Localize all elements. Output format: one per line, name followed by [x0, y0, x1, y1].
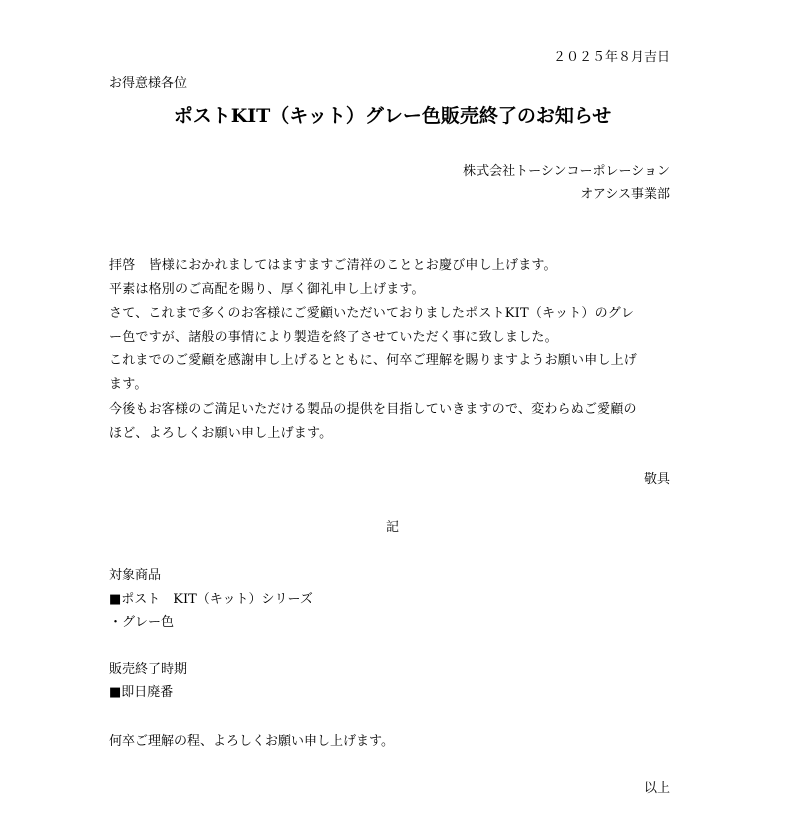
- date: ２０２５年８月吉日: [552, 50, 670, 65]
- company-name: 株式会社トーシンコーポレーション: [463, 164, 670, 179]
- body-line: さて、これまで多くのお客様にご愛顧いただいておりましたポストKIT（キット）のグレ: [109, 306, 635, 321]
- body-line: 平素は格別のご高配を賜り、厚く御礼申し上げます。: [109, 282, 425, 297]
- closing-keigu: 敬具: [643, 472, 670, 487]
- body-line: これまでのご愛顧を感謝申し上げるとともに、何卒ご理解を賜りますようお願い申し上げ: [109, 353, 638, 368]
- body-line: 拝啓 皆様におかれましてはますますご清祥のこととお慶び申し上げます。: [109, 258, 557, 273]
- body-line: ー色ですが、諸般の事情により製造を終了させていただく事に致しました。: [109, 330, 558, 345]
- end-period-value: ■即日廃番: [109, 685, 174, 700]
- body-line: 今後もお客様のご満足いただける製品の提供を目指していきますので、変わらぬご愛顧の: [109, 402, 637, 417]
- product-color: ・グレー色: [109, 615, 175, 630]
- addressee: お得意様各位: [109, 76, 188, 91]
- document-title: ポストKIT（キット）グレー色販売終了のお知らせ: [173, 105, 612, 127]
- body-line: ます。: [109, 377, 148, 392]
- ki-heading: 記: [385, 520, 399, 535]
- request-line: 何卒ご理解の程、よろしくお願い申し上げます。: [109, 734, 394, 749]
- product-item: ■ポスト KIT（キット）シリーズ: [109, 592, 313, 607]
- closing-ijou: 以上: [643, 781, 670, 796]
- product-label: 対象商品: [109, 568, 162, 583]
- end-period-label: 販売終了時期: [109, 662, 188, 677]
- department-name: オアシス事業部: [580, 187, 670, 202]
- body-line: ほど、よろしくお願い申し上げます。: [109, 426, 333, 441]
